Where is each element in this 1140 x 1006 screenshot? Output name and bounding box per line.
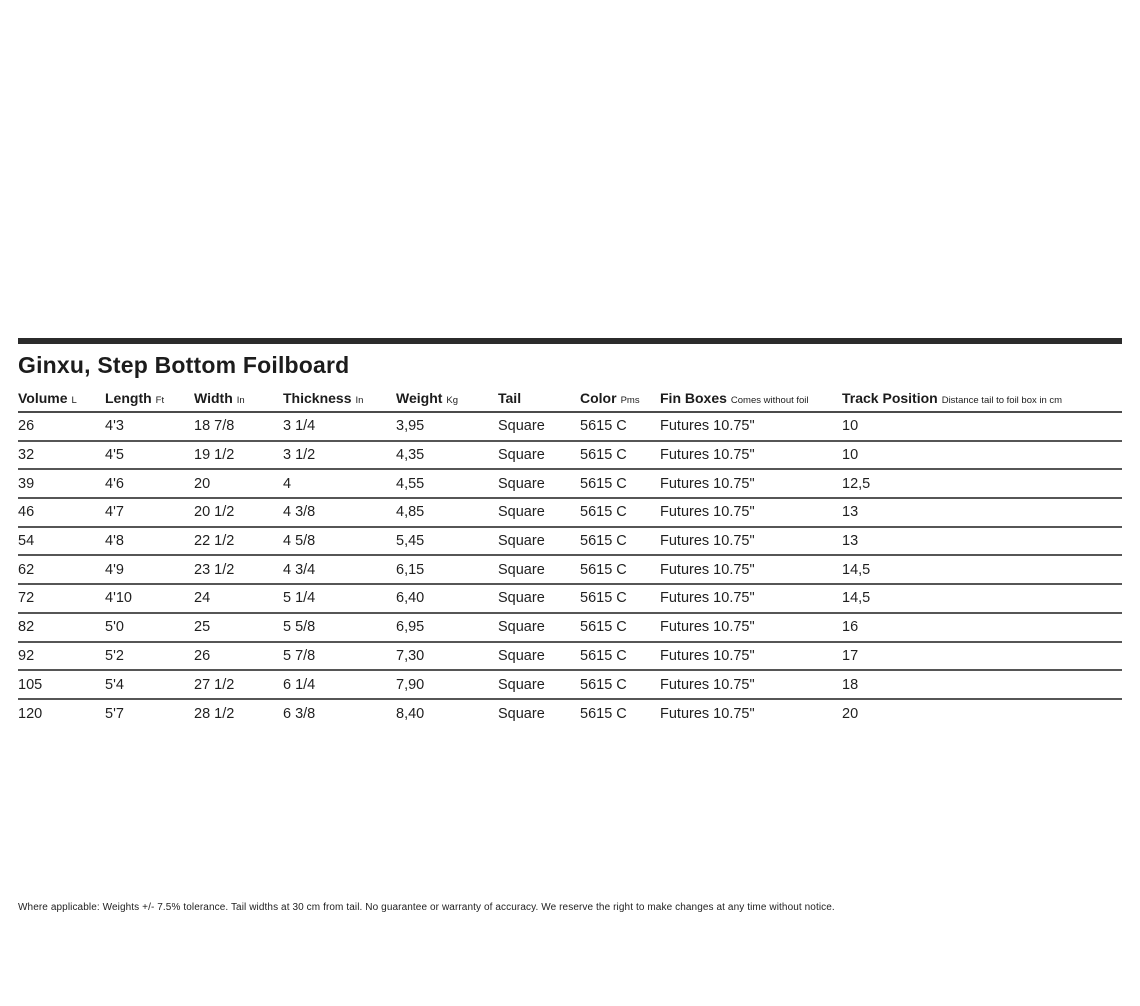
table-cell: Futures 10.75" xyxy=(660,475,755,492)
table-row xyxy=(18,413,1122,442)
column-header-width xyxy=(194,390,283,411)
top-divider-bar xyxy=(18,338,1122,344)
table-cell: 4 3/8 xyxy=(283,504,316,521)
table-cell: 5'7 xyxy=(105,706,124,723)
table-cell: 20 1/2 xyxy=(194,504,235,521)
table-cell: 46 xyxy=(18,504,35,521)
table-cell: 6 3/8 xyxy=(283,706,316,723)
column-unit: Kg xyxy=(446,395,459,406)
table-cell: 5 5/8 xyxy=(283,619,316,636)
table-row xyxy=(18,528,1122,557)
column-label: Width xyxy=(194,390,233,406)
column-label: Fin Boxes xyxy=(660,390,727,406)
table-cell: 5615 C xyxy=(580,418,627,435)
table-cell: 5 1/4 xyxy=(283,590,316,607)
table-row xyxy=(18,556,1122,585)
table-cell: 54 xyxy=(18,533,35,550)
table-cell: 3 1/4 xyxy=(283,418,316,435)
table-cell: Futures 10.75" xyxy=(660,561,755,578)
column-unit: Ft xyxy=(155,395,165,406)
table-cell: 12,5 xyxy=(842,475,871,492)
table-cell: 6,95 xyxy=(396,619,425,636)
column-header-thickness xyxy=(283,390,396,411)
table-cell: 7,90 xyxy=(396,676,425,693)
table-cell: 4'10 xyxy=(105,590,132,607)
table-cell: 4'5 xyxy=(105,447,124,464)
table-cell: 4 xyxy=(283,475,292,492)
table-cell: 13 xyxy=(842,533,859,550)
table-body xyxy=(18,413,1122,729)
table-cell: Futures 10.75" xyxy=(660,418,755,435)
table-cell: 5615 C xyxy=(580,504,627,521)
table-cell: 18 7/8 xyxy=(194,418,235,435)
table-cell: Square xyxy=(498,475,545,492)
table-cell: 4,85 xyxy=(396,504,425,521)
table-cell: Square xyxy=(498,647,545,664)
table-cell: 4,55 xyxy=(396,475,425,492)
table-cell: 4'9 xyxy=(105,561,124,578)
table-cell: 92 xyxy=(18,647,35,664)
table-cell: 7,30 xyxy=(396,647,425,664)
table-cell: 5 7/8 xyxy=(283,647,316,664)
table-cell: Square xyxy=(498,447,545,464)
table-cell: 4 3/4 xyxy=(283,561,316,578)
column-label: Thickness xyxy=(283,390,352,406)
table-cell: 8,40 xyxy=(396,706,425,723)
table-row xyxy=(18,585,1122,614)
table-row xyxy=(18,614,1122,643)
table-cell: 3 1/2 xyxy=(283,447,316,464)
table-cell: 72 xyxy=(18,590,35,607)
column-label: Tail xyxy=(498,390,522,406)
table-cell: 5615 C xyxy=(580,561,627,578)
table-row xyxy=(18,442,1122,471)
column-unit: Distance tail to foil box in cm xyxy=(941,395,1063,406)
table-cell: 5,45 xyxy=(396,533,425,550)
column-unit: L xyxy=(71,395,77,406)
table-cell: 14,5 xyxy=(842,561,871,578)
table-cell: Square xyxy=(498,561,545,578)
table-cell: 120 xyxy=(18,706,43,723)
table-cell: 14,5 xyxy=(842,590,871,607)
table-row xyxy=(18,700,1122,729)
table-cell: 5615 C xyxy=(580,676,627,693)
table-cell: 28 1/2 xyxy=(194,706,235,723)
table-cell: Square xyxy=(498,533,545,550)
table-cell: 10 xyxy=(842,447,859,464)
column-header-volume xyxy=(18,390,105,411)
table-cell: Futures 10.75" xyxy=(660,647,755,664)
table-cell: 19 1/2 xyxy=(194,447,235,464)
table-cell: 4'8 xyxy=(105,533,124,550)
table-cell: Futures 10.75" xyxy=(660,590,755,607)
table-cell: 5615 C xyxy=(580,447,627,464)
table-cell: Square xyxy=(498,619,545,636)
table-cell: 105 xyxy=(18,676,43,693)
column-unit: In xyxy=(355,395,364,406)
column-label: Volume xyxy=(18,390,68,406)
table-cell: 6,15 xyxy=(396,561,425,578)
table-cell: 62 xyxy=(18,561,35,578)
table-cell: 26 xyxy=(194,647,211,664)
column-header-track-position xyxy=(842,390,1122,411)
table-cell: 5615 C xyxy=(580,619,627,636)
footer-disclaimer: Where applicable: Weights +/- 7.5% tolerance. Tail widths at 30 cm from tail. No guarantee or warranty of accuracy. We reserve the right to make changes at any time without notice. xyxy=(18,902,835,913)
table-header-row xyxy=(18,382,1122,413)
table-cell: 4'6 xyxy=(105,475,124,492)
page-title: Ginxu, Step Bottom Foilboard xyxy=(18,352,350,378)
table-cell: 6,40 xyxy=(396,590,425,607)
column-header-weight xyxy=(396,390,498,411)
table-cell: 17 xyxy=(842,647,859,664)
table-cell: 10 xyxy=(842,418,859,435)
table-cell: 5'0 xyxy=(105,619,124,636)
table-cell: 23 1/2 xyxy=(194,561,235,578)
table-cell: 25 xyxy=(194,619,211,636)
table-cell: 4,35 xyxy=(396,447,425,464)
table-cell: Square xyxy=(498,418,545,435)
column-label: Length xyxy=(105,390,152,406)
table-cell: Futures 10.75" xyxy=(660,706,755,723)
column-unit: In xyxy=(236,395,245,406)
table-cell: 5'4 xyxy=(105,676,124,693)
table-cell: Futures 10.75" xyxy=(660,676,755,693)
table-cell: 4'3 xyxy=(105,418,124,435)
table-cell: 82 xyxy=(18,619,35,636)
table-cell: 18 xyxy=(842,676,859,693)
column-label: Weight xyxy=(396,390,443,406)
table-cell: 39 xyxy=(18,475,35,492)
table-row xyxy=(18,671,1122,700)
column-unit: Pms xyxy=(620,395,640,406)
table-cell: 24 xyxy=(194,590,211,607)
table-cell: Square xyxy=(498,504,545,521)
table-cell: 4 5/8 xyxy=(283,533,316,550)
table-cell: 27 1/2 xyxy=(194,676,235,693)
column-unit: Comes without foil xyxy=(730,395,809,406)
column-label: Color xyxy=(580,390,617,406)
table-cell: 3,95 xyxy=(396,418,425,435)
table-cell: 4'7 xyxy=(105,504,124,521)
table-cell: 6 1/4 xyxy=(283,676,316,693)
table-cell: 5'2 xyxy=(105,647,124,664)
table-row xyxy=(18,499,1122,528)
column-header-tail xyxy=(498,390,580,411)
table-cell: 5615 C xyxy=(580,590,627,607)
table-cell: Futures 10.75" xyxy=(660,504,755,521)
table-cell: 5615 C xyxy=(580,475,627,492)
table-row xyxy=(18,470,1122,499)
table-cell: 22 1/2 xyxy=(194,533,235,550)
column-header-length xyxy=(105,390,194,411)
table-cell: Futures 10.75" xyxy=(660,533,755,550)
table-cell: Futures 10.75" xyxy=(660,619,755,636)
column-header-color xyxy=(580,390,660,411)
table-cell: Square xyxy=(498,590,545,607)
table-row xyxy=(18,643,1122,672)
table-cell: Square xyxy=(498,676,545,693)
table-cell: 5615 C xyxy=(580,706,627,723)
table-cell: 13 xyxy=(842,504,859,521)
table-cell: Futures 10.75" xyxy=(660,447,755,464)
table-cell: 20 xyxy=(194,475,211,492)
table-cell: 5615 C xyxy=(580,647,627,664)
table-cell: 20 xyxy=(842,706,859,723)
table-cell: 32 xyxy=(18,447,35,464)
table-cell: 5615 C xyxy=(580,533,627,550)
table-cell: Square xyxy=(498,706,545,723)
column-header-fin-boxes xyxy=(660,390,842,411)
column-label: Track Position xyxy=(842,390,938,406)
table-cell: 16 xyxy=(842,619,859,636)
table-cell: 26 xyxy=(18,418,35,435)
